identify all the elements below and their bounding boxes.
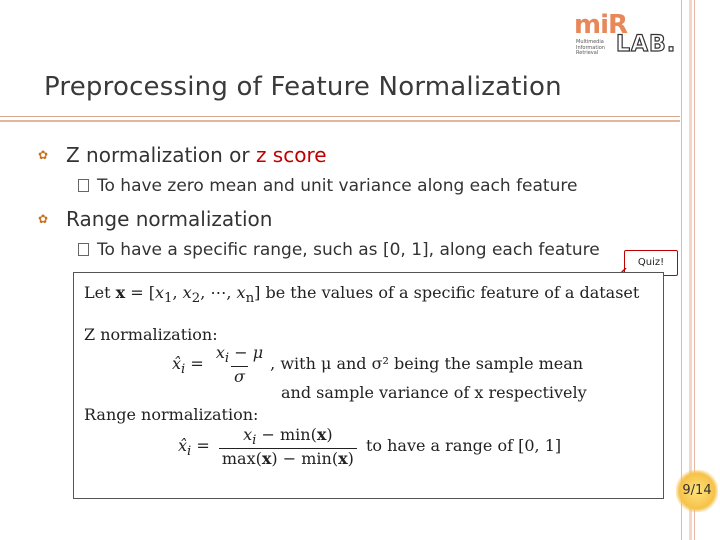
checkbox-bullet-icon (78, 243, 89, 256)
bullet-text: Range normalization (66, 207, 273, 231)
formula-box (73, 272, 664, 499)
bullet-text: or (222, 143, 256, 167)
bullet-gear-icon: ✿ (38, 212, 49, 226)
quiz-callout[interactable]: Quiz! (624, 250, 678, 276)
page-number: 9/14 (676, 470, 718, 512)
bullet-range-normalization (38, 207, 273, 231)
sub-bullet-range (78, 240, 600, 260)
mirlab-logo (574, 10, 680, 57)
logo-brand: miR (574, 10, 628, 40)
z-normalization-formula: $x̂_i$ = $\frac{x_i - \mu}{\sigma}$ , with μ and σ² being the sample mean (172, 343, 584, 387)
bullet-z-normalization (38, 143, 327, 167)
z-normalization-heading: Z normalization: (84, 325, 218, 344)
title-divider (0, 116, 680, 117)
checkbox-bullet-icon (78, 179, 89, 192)
decor-vertical-line (681, 0, 682, 540)
bullet-gear-icon: ✿ (38, 148, 49, 162)
sub-bullet-text: To have zero mean and unit variance along each feature (97, 176, 578, 196)
bullet-text-highlight: Z normalization (66, 143, 223, 167)
decor-vertical-line (694, 0, 695, 540)
bullet-text-highlight: z score (255, 143, 327, 167)
range-normalization-formula: $x̂_i$ = $\frac{x_i - \min(x)}{\max(x) - \min(x)}$ to have a range of [0, 1] (178, 425, 562, 469)
sub-bullet-z (78, 176, 577, 196)
range-normalization-heading: Range normalization: (84, 405, 259, 424)
decor-vertical-line (689, 0, 692, 540)
formula-line-definition: Let $x = [x_1$, $x_2$, ⋯, $x_n$] be the values of a specific feature of a dataset (84, 283, 640, 307)
title-divider (0, 120, 680, 122)
logo-subtitle: Multimedia Information Retrieval (576, 39, 605, 56)
sub-bullet-text: To have a specific range, such as [0, 1], along each feature (97, 240, 600, 260)
logo-lab: LAB. (616, 32, 677, 57)
slide-title: Preprocessing of Feature Normalization (44, 72, 562, 102)
z-normalization-note: and sample variance of x respectively (281, 383, 587, 402)
